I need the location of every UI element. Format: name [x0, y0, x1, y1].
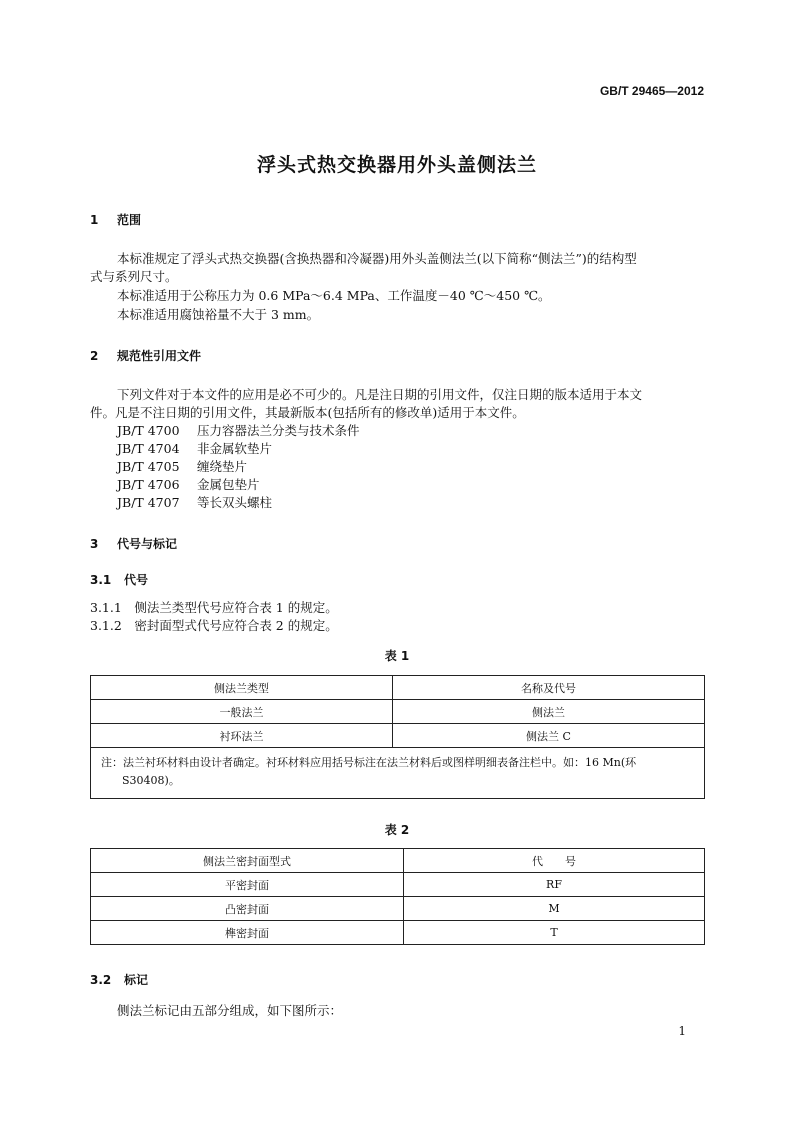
- table-row: [91, 873, 705, 897]
- reference-title: 等长双头螺柱: [197, 495, 273, 510]
- section-2-title: 规范性引用文件: [117, 349, 202, 363]
- reference-item: [117, 494, 272, 512]
- reference-code: JB/T 4707: [117, 495, 180, 510]
- table-row: [91, 724, 705, 748]
- table-note-line-1: 注：法兰衬环材料由设计者确定。衬环材料应用括号标注在法兰材料后或图样明细表备注栏中。如：16 Mn(环: [101, 756, 637, 769]
- table-note-row: [91, 748, 705, 799]
- table-header-cell: 代 号: [404, 849, 705, 873]
- marking-text: 侧法兰标记由五部分组成，如下图所示：: [117, 1003, 343, 1018]
- section-3-heading: [90, 535, 177, 552]
- reference-code: JB/T 4700: [117, 423, 180, 438]
- section-2-intro-line-1: 下列文件对于本文件的应用是必不可少的。凡是注日期的引用文件，仅注日期的版本适用于本文: [117, 387, 643, 402]
- table-cell: 一般法兰: [91, 700, 393, 724]
- reference-code: JB/T 4705: [117, 459, 180, 474]
- page-number: 1: [678, 1024, 686, 1038]
- table-header-cell: 侧法兰类型: [91, 676, 393, 700]
- clause-number: 3.1.1: [90, 600, 122, 615]
- section-2-heading: [90, 347, 201, 364]
- reference-title: 缠绕垫片: [197, 459, 248, 474]
- table-header-cell: 名称及代号: [393, 676, 705, 700]
- reference-code: JB/T 4706: [117, 477, 180, 492]
- section-1-title: 范围: [117, 213, 142, 227]
- section-1-heading: [90, 211, 141, 228]
- table-cell: 衬环法兰: [91, 724, 393, 748]
- clause-number: 3.1.2: [90, 618, 122, 633]
- reference-item: [117, 422, 360, 440]
- table-header-cell: 侧法兰密封面型式: [91, 849, 404, 873]
- section-1-number: 1: [90, 213, 99, 227]
- table-cell: 侧法兰 C: [393, 724, 705, 748]
- section-2-number: 2: [90, 349, 99, 363]
- reference-title: 压力容器法兰分类与技术条件: [197, 423, 360, 438]
- table-row: [91, 700, 705, 724]
- reference-item: [117, 440, 272, 458]
- table-row: [91, 897, 705, 921]
- reference-code: JB/T 4704: [117, 441, 180, 456]
- section-3-1-number: 3.1: [90, 573, 112, 587]
- table-1-caption: 表 1: [384, 649, 410, 663]
- section-3-1-title: 代号: [124, 573, 149, 587]
- reference-title: 非金属软垫片: [197, 441, 273, 456]
- clause-text: 密封面型式代号应符合表 2 的规定。: [134, 618, 338, 633]
- table-cell: 平密封面: [91, 873, 404, 897]
- table-note: [91, 748, 705, 799]
- section-3-2-heading: [90, 971, 148, 988]
- clause-3-1-2: [90, 617, 338, 635]
- table-1: [90, 675, 705, 799]
- section-1-para-1-line-2: 式与系列尺寸。: [90, 269, 178, 284]
- section-2-intro-line-2: 件。凡是不注日期的引用文件，其最新版本(包括所有的修改单)适用于本文件。: [90, 405, 525, 420]
- clause-3-1-1: [90, 599, 338, 617]
- reference-item: [117, 476, 260, 494]
- table-2-caption: 表 2: [384, 823, 410, 837]
- reference-item: [117, 458, 247, 476]
- table-header-row: [91, 849, 705, 873]
- section-3-number: 3: [90, 537, 99, 551]
- reference-title: 金属包垫片: [197, 477, 260, 492]
- table-cell: RF: [404, 873, 705, 897]
- table-cell: 侧法兰: [393, 700, 705, 724]
- table-cell: T: [404, 921, 705, 945]
- section-1-para-2: 本标准适用于公称压力为 0.6 MPa～6.4 MPa、工作温度－40 ℃～450 ℃。: [117, 288, 551, 303]
- section-1-para-3: 本标准适用腐蚀裕量不大于 3 mm。: [117, 307, 320, 322]
- standard-code: GB/T 29465—2012: [599, 84, 704, 98]
- table-cell: M: [404, 897, 705, 921]
- section-3-2-number: 3.2: [90, 973, 112, 987]
- table-row: [91, 921, 705, 945]
- table-cell: 凸密封面: [91, 897, 404, 921]
- section-3-1-heading: [90, 571, 148, 588]
- table-2: [90, 848, 705, 945]
- section-3-2-title: 标记: [124, 973, 149, 987]
- document-title: 浮头式热交换器用外头盖侧法兰: [256, 154, 537, 176]
- section-1-para-1-line-1: 本标准规定了浮头式热交换器(含换热器和冷凝器)用外头盖侧法兰(以下简称“侧法兰”)的结构型: [117, 251, 637, 266]
- table-note-line-2: S30408)。: [122, 774, 180, 787]
- clause-text: 侧法兰类型代号应符合表 1 的规定。: [134, 600, 338, 615]
- section-3-title: 代号与标记: [117, 537, 178, 551]
- table-cell: 榫密封面: [91, 921, 404, 945]
- table-header-row: [91, 676, 705, 700]
